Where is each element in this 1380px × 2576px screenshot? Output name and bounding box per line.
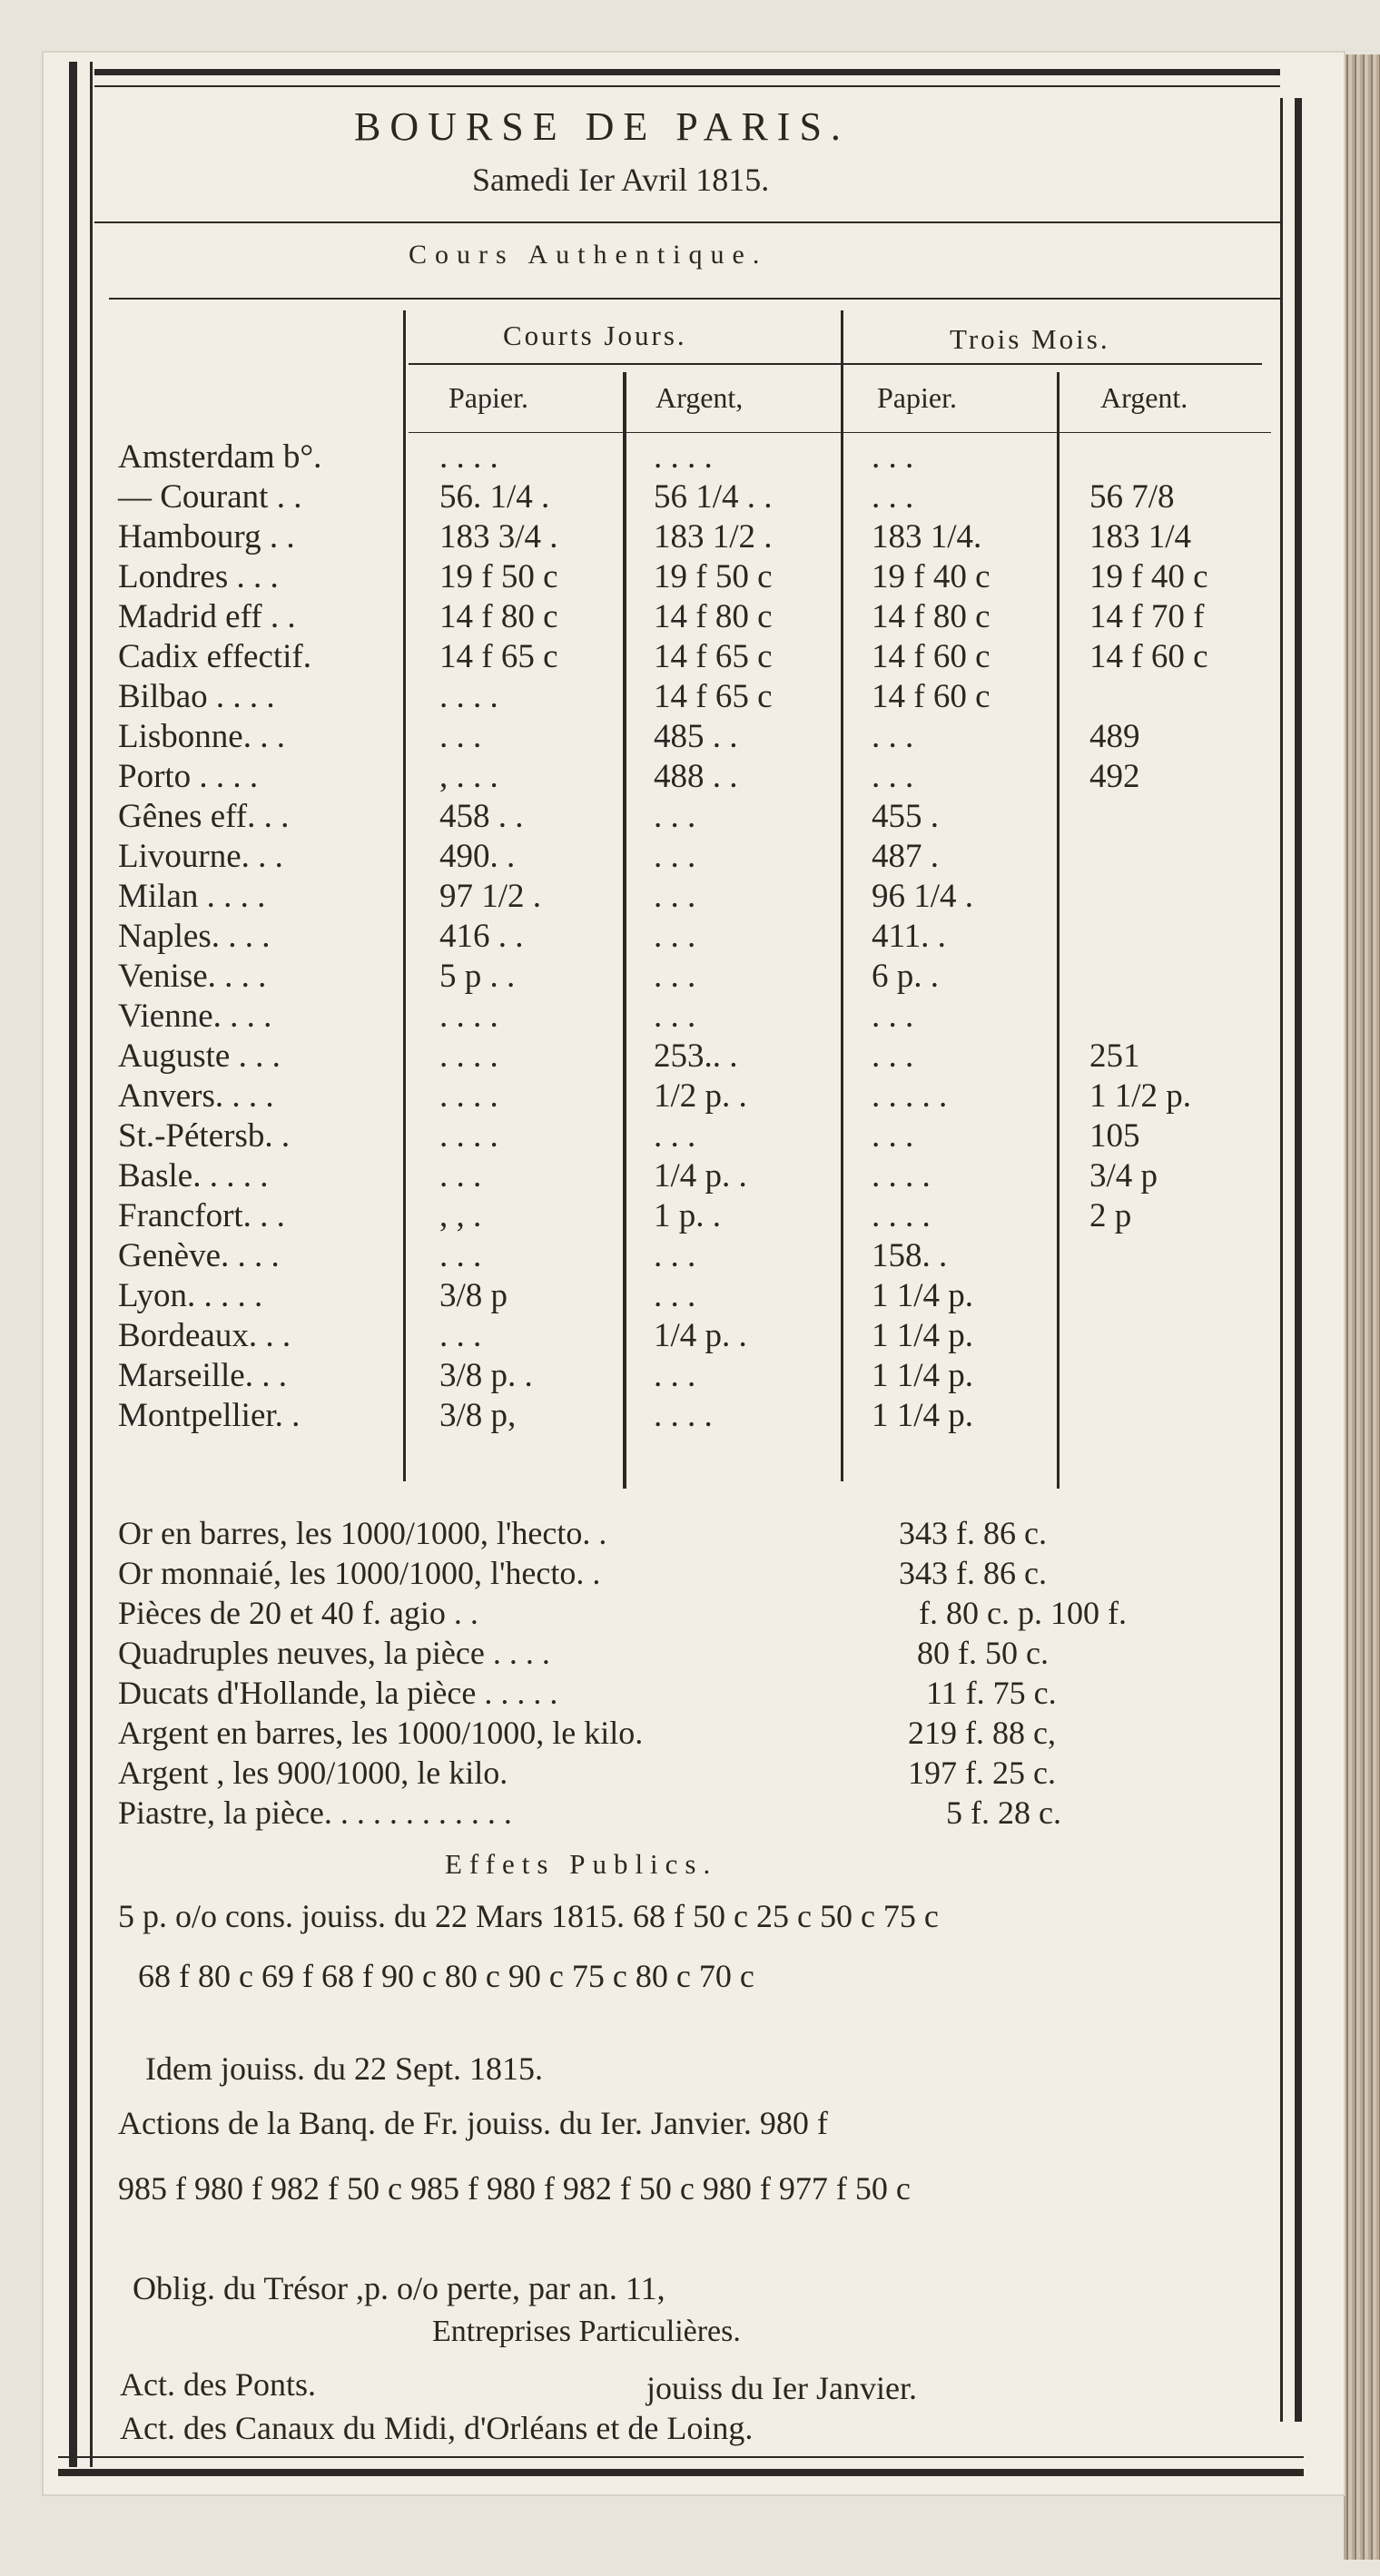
cell-argent-courts: 1/4 p. . (654, 1317, 747, 1354)
effets-line: Idem jouiss. du 22 Sept. 1815. (145, 2050, 543, 2087)
row-name: Naples. . . . (118, 918, 271, 955)
cell-papier-trois: 1 1/4 p. (872, 1397, 974, 1434)
cell-papier-courts: . . . (439, 1317, 482, 1354)
effets-line: Oblig. du Trésor ,p. o/o perte, par an. 11, (133, 2270, 665, 2306)
cell-papier-courts: . . . (439, 1237, 482, 1274)
row-name: Auguste . . . (118, 1037, 281, 1075)
effets-line: 68 f 80 c 69 f 68 f 90 c 80 c 90 c 75 c 80 c 70 c (138, 1958, 754, 1994)
cell-argent-courts: 1/4 p. . (654, 1157, 747, 1195)
page-title: BOURSE DE PARIS. (354, 104, 850, 149)
row-name: Bordeaux. . . (118, 1317, 291, 1354)
metal-value: 343 f. 86 c. (899, 1555, 1047, 1591)
cell-argent-courts: . . . (654, 998, 696, 1035)
metal-value: 11 f. 75 c. (926, 1675, 1057, 1711)
cell-papier-trois: . . . (872, 478, 914, 516)
metal-value: 80 f. 50 c. (917, 1635, 1049, 1671)
row-name: St.-Pétersb. . (118, 1117, 291, 1155)
frame-top (94, 69, 1280, 87)
cell-papier-courts: 183 3/4 . (439, 518, 558, 556)
cell-papier-trois: 6 p. . (872, 958, 939, 995)
metal-value: 197 f. 25 c. (908, 1755, 1056, 1791)
column-rule (403, 310, 406, 1481)
row-name: Francfort. . . (118, 1197, 285, 1234)
entreprises-line: jouiss du Ier Janvier. (646, 2370, 917, 2406)
cell-papier-courts: 5 p . . (439, 958, 516, 995)
cell-papier-courts: . . . . (439, 1037, 498, 1075)
cell-argent-courts: 14 f 80 c (654, 598, 773, 635)
cell-papier-trois: . . . (872, 1037, 914, 1075)
cell-argent-courts: . . . (654, 838, 696, 875)
divider (109, 298, 1280, 300)
metal-value: f. 80 c. p. 100 f. (919, 1595, 1127, 1631)
row-name: Livourne. . . (118, 838, 283, 875)
cell-argent-courts: . . . (654, 878, 696, 915)
row-name: Venise. . . . (118, 958, 267, 995)
row-name: Madrid eff . . (118, 598, 296, 635)
row-name: Vienne. . . . (118, 998, 272, 1035)
cell-argent-courts: . . . (654, 918, 696, 955)
row-name: Bilbao . . . . (118, 678, 275, 715)
cell-argent-courts: 1/2 p. . (654, 1077, 747, 1115)
page-edge (1344, 54, 1380, 2560)
cell-papier-courts: 56. 1/4 . (439, 478, 550, 516)
section-heading-cours: Cours Authentique. (409, 240, 768, 270)
cell-papier-courts: . . . . (439, 1077, 498, 1115)
cell-papier-trois: 183 1/4. (872, 518, 982, 556)
cell-argent-trois: 19 f 40 c (1089, 558, 1208, 595)
row-name: Basle. . . . . (118, 1157, 269, 1195)
column-header-papier-2: Papier. (877, 381, 957, 414)
divider (94, 221, 1280, 223)
metal-label: Or monnaié, les 1000/1000, l'hecto. . (118, 1555, 601, 1591)
page-date: Samedi Ier Avril 1815. (472, 162, 770, 198)
metal-value: 343 f. 86 c. (899, 1515, 1047, 1551)
metal-label: Argent en barres, les 1000/1000, le kilo. (118, 1715, 644, 1751)
frame-bottom (58, 2456, 1304, 2476)
cell-argent-courts: 488 . . (654, 758, 738, 795)
cell-argent-courts: 1 p. . (654, 1197, 721, 1234)
cell-argent-trois: 251 (1089, 1037, 1140, 1075)
cell-papier-trois: . . . (872, 718, 914, 755)
frame-left (69, 62, 93, 2467)
cell-argent-trois: 14 f 60 c (1089, 638, 1208, 675)
cell-papier-courts: . . . (439, 1157, 482, 1195)
cell-papier-trois: . . . (872, 758, 914, 795)
section-heading-effets-publics: Effets Publics. (445, 1848, 718, 1880)
cell-argent-courts: 14 f 65 c (654, 638, 773, 675)
cell-papier-trois: 1 1/4 p. (872, 1317, 974, 1354)
cell-papier-courts: . . . (439, 718, 482, 755)
metal-label: Pièces de 20 et 40 f. agio . . (118, 1595, 478, 1631)
cell-argent-trois: 105 (1089, 1117, 1140, 1155)
cell-papier-trois: . . . . (872, 1157, 931, 1195)
cell-argent-courts: 183 1/2 . (654, 518, 773, 556)
cell-papier-trois: 96 1/4 . (872, 878, 974, 915)
cell-argent-courts: 14 f 65 c (654, 678, 773, 715)
row-name: Montpellier. . (118, 1397, 301, 1434)
divider (409, 363, 1262, 365)
cell-papier-courts: 3/8 p (439, 1277, 508, 1314)
cell-papier-courts: . . . . (439, 678, 498, 715)
row-name: Hambourg . . (118, 518, 295, 556)
cell-argent-courts: . . . (654, 798, 696, 835)
row-name: Lisbonne. . . (118, 718, 285, 755)
row-name: Amsterdam b°. (118, 438, 322, 476)
cell-argent-courts: 253.. . (654, 1037, 738, 1075)
cell-argent-courts: . . . (654, 958, 696, 995)
cell-argent-courts: . . . . (654, 438, 713, 476)
cell-papier-courts: 14 f 80 c (439, 598, 558, 635)
column-group-courts-jours: Courts Jours. (503, 320, 687, 351)
cell-papier-courts: 490. . (439, 838, 516, 875)
effets-line: 985 f 980 f 982 f 50 c 985 f 980 f 982 f 50 c 980 f 977 f 50 c (118, 2170, 911, 2207)
cell-papier-trois: 158. . (872, 1237, 948, 1274)
cell-papier-courts: , . . . (439, 758, 498, 795)
cell-argent-trois: 3/4 p (1089, 1157, 1158, 1195)
cell-papier-courts: . . . . (439, 1117, 498, 1155)
cell-papier-trois: 487 . (872, 838, 939, 875)
metal-label: Argent , les 900/1000, le kilo. (118, 1755, 508, 1791)
row-name: Genève. . . . (118, 1237, 280, 1274)
entreprises-line: Act. des Canaux du Midi, d'Orléans et de Loing. (120, 2410, 754, 2446)
cell-argent-courts: . . . (654, 1117, 696, 1155)
cell-papier-trois: . . . (872, 998, 914, 1035)
cell-papier-trois: 19 f 40 c (872, 558, 991, 595)
cell-papier-trois: 14 f 80 c (872, 598, 991, 635)
cell-argent-trois: 1 1/2 p. (1089, 1077, 1192, 1115)
column-rule (841, 310, 843, 1481)
cell-papier-trois: 14 f 60 c (872, 678, 991, 715)
cell-argent-trois: 14 f 70 f (1089, 598, 1205, 635)
row-name: Porto . . . . (118, 758, 259, 795)
cell-argent-trois: 489 (1089, 718, 1140, 755)
row-name: Lyon. . . . . (118, 1277, 263, 1314)
section-heading-entreprises: Entreprises Particulières. (432, 2315, 741, 2348)
row-name: Anvers. . . . (118, 1077, 274, 1115)
metal-label: Or en barres, les 1000/1000, l'hecto. . (118, 1515, 607, 1551)
cell-argent-courts: . . . . (654, 1397, 713, 1434)
cell-argent-trois: 492 (1089, 758, 1140, 795)
frame-right (1280, 98, 1302, 2422)
cell-papier-trois: . . . . . (872, 1077, 948, 1115)
cell-papier-trois: 14 f 60 c (872, 638, 991, 675)
column-header-papier-1: Papier. (448, 381, 528, 414)
metal-value: 5 f. 28 c. (946, 1794, 1061, 1831)
row-name: Cadix effectif. (118, 638, 312, 675)
cell-papier-courts: 19 f 50 c (439, 558, 558, 595)
column-header-argent-2: Argent. (1100, 381, 1188, 414)
effets-line: Actions de la Banq. de Fr. jouiss. du Ier. Janvier. 980 f (118, 2105, 828, 2141)
cell-papier-trois: . . . . (872, 1197, 931, 1234)
metal-label: Piastre, la pièce. . . . . . . . . . . . (118, 1794, 512, 1831)
column-group-trois-mois: Trois Mois. (950, 323, 1110, 355)
cell-papier-trois: 1 1/4 p. (872, 1277, 974, 1314)
cell-argent-courts: . . . (654, 1357, 696, 1394)
cell-papier-trois: 1 1/4 p. (872, 1357, 974, 1394)
cell-papier-courts: . . . . (439, 438, 498, 476)
row-name: Gênes eff. . . (118, 798, 290, 835)
cell-argent-trois: 56 7/8 (1089, 478, 1175, 516)
column-header-argent-1: Argent, (656, 381, 744, 414)
cell-argent-courts: 56 1/4 . . (654, 478, 773, 516)
cell-papier-courts: 14 f 65 c (439, 638, 558, 675)
cell-argent-courts: . . . (654, 1277, 696, 1314)
cell-argent-courts: 485 . . (654, 718, 738, 755)
row-name: Milan . . . . (118, 878, 266, 915)
cell-argent-courts: 19 f 50 c (654, 558, 773, 595)
cell-papier-trois: . . . (872, 1117, 914, 1155)
row-name: Marseille. . . (118, 1357, 287, 1394)
metal-label: Quadruples neuves, la pièce . . . . (118, 1635, 550, 1671)
cell-papier-trois: . . . (872, 438, 914, 476)
metal-label: Ducats d'Hollande, la pièce . . . . . (118, 1675, 558, 1711)
cell-papier-courts: . . . . (439, 998, 498, 1035)
column-rule (1057, 372, 1060, 1489)
cell-argent-trois: 2 p (1089, 1197, 1132, 1234)
metal-value: 219 f. 88 c, (908, 1715, 1056, 1751)
cell-argent-trois: 183 1/4 (1089, 518, 1192, 556)
cell-papier-courts: 3/8 p, (439, 1397, 517, 1434)
column-rule (623, 372, 626, 1489)
entreprises-line: Act. des Ponts. (120, 2366, 316, 2403)
effets-line: 5 p. o/o cons. jouiss. du 22 Mars 1815. 68 f 50 c 25 c 50 c 75 c (118, 1898, 939, 1934)
cell-papier-courts: 458 . . (439, 798, 524, 835)
cell-papier-courts: 3/8 p. . (439, 1357, 533, 1394)
cell-papier-courts: 416 . . (439, 918, 524, 955)
cell-papier-trois: 455 . (872, 798, 939, 835)
cell-papier-courts: , , . (439, 1197, 482, 1234)
cell-argent-courts: . . . (654, 1237, 696, 1274)
cell-papier-courts: 97 1/2 . (439, 878, 542, 915)
divider (409, 432, 1271, 433)
cell-papier-trois: 411. . (872, 918, 946, 955)
row-name: Londres . . . (118, 558, 279, 595)
row-name: — Courant . . (118, 478, 302, 516)
